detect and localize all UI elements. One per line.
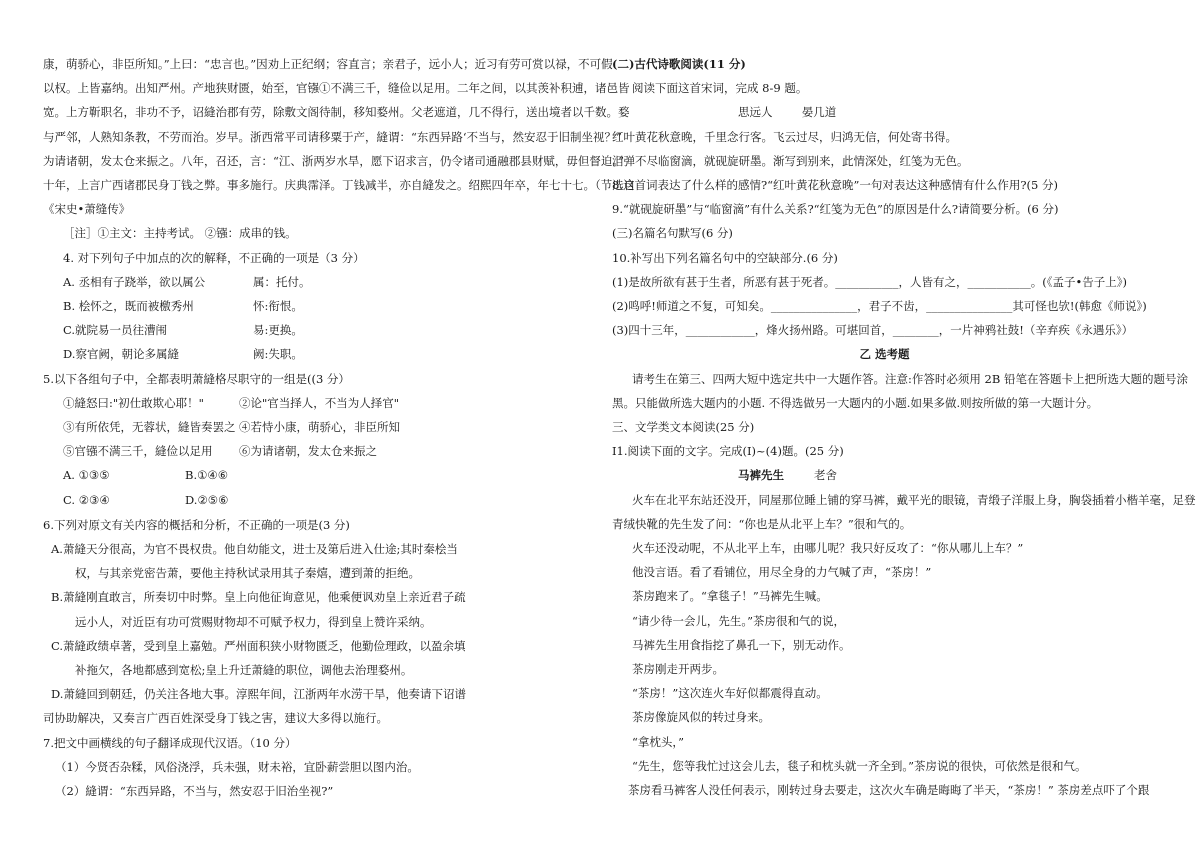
q4-option-text: A. 丞相有子跷举，欲以属公 — [63, 274, 206, 289]
story-line: 火车在北平东站还没开，同屋那位睡上铺的穿马裤，戴平光的眼镜，青缎子洋服上身，胸袋插着小楷羊毫，足登 — [632, 492, 1196, 507]
q6-stem: 6.下列对原文有关内容的概括和分析，不正确的一项是(3 分) — [43, 517, 350, 532]
q5-choice: B.①④⑥ — [185, 468, 229, 483]
passage-line: 宽。上方靳职名，非功不予，诏縫治郡有劳，除敷文阁待制，移知婺州。父老遮道，几不得行，送出境者以千数。婺 — [43, 105, 630, 120]
q10-item: (1)是故所欲有甚于生者，所恶有甚于死者。___________，人皆有之，___________。(《孟子•告子上》) — [612, 274, 1128, 289]
story-line: 青绒快靴的先生发了问：“你也是从北平上车？”很和气的。 — [612, 516, 912, 531]
story-line: 茶房刚走开两步。 — [632, 662, 724, 677]
yi-instruction-line: 请考生在第三、四两大短中选定共中一大题作答。注意:作答时必须用 2B 铅笔在答题卡上把所选大题的题号涂 — [632, 371, 1188, 386]
q5-option-row — [43, 415, 578, 439]
left-column — [43, 52, 636, 803]
section-poetry-heading: (二)古代诗歌阅读(11 分) — [612, 57, 746, 71]
q5-choice: D.②⑤⑥ — [185, 492, 229, 507]
q10-item: (2)鸣呼!师道之不复，可知矣。_______________，君子不齿，_______________其可怪也欤!(韩愈《师说》) — [612, 299, 1147, 314]
passage-line: 《宋史•萧缝传》 — [43, 202, 131, 217]
yi-instruction-line: 黑。只能做所选大题内的小题. 不得选做另一大题内的小题.如果多做.则按所做的第一大题计分。 — [612, 395, 1099, 410]
q8: 8.这首词表达了什么样的感情?“红叶黄花秋意晚”一句对表达这种感情有什么作用?(5 分) — [612, 178, 1059, 193]
passage-line: 康，萌骄心，非臣所知。”上曰：“忠言也。”因劝上正纪纲；容直言；亲君子，远小人；近习有劳可赏以禄，不可假 — [43, 57, 613, 71]
q10-stem: 10.补写出下列名篇名句中的空缺部分.(6 分) — [612, 250, 838, 265]
poem-line: 红叶黄花秋意晚，千里念行客。飞云过尽，归鸿无信，何处寄书得。 — [612, 129, 957, 144]
poem-heading — [612, 100, 1157, 124]
story-line: “茶房！”这次连火车好似都震得直动。 — [632, 686, 828, 701]
q6-option: C.萧縫政绩卓著，受到皇上嘉勉。严州面积狭小财物匮乏，他勤俭理政，以盈余填 — [51, 638, 466, 653]
q7-item: （1）今贤否杂糅，风俗浇浮，兵未强，财未裕，宜卧薪尝胆以图内治。 — [55, 759, 419, 774]
section-yi-heading: 乙 选考题 — [859, 347, 910, 362]
story-heading — [612, 463, 1157, 487]
passage-note: ［注］①主文：主持考试。 ②镪：成串的钱。 — [63, 226, 297, 241]
q4-option-gloss: 易:更换。 — [253, 323, 303, 338]
story-body — [612, 488, 1196, 803]
q11-stem: I1.阅读下面的文字。完成(I)~(4)题。(25 分) — [612, 444, 844, 459]
passage-line: 为请诸朝，发太仓来振之。八年，召还，言：“江、浙两岁水旱，愿下诏求言，仍令诸司通融郡县财赋，毋但督迫。” — [43, 153, 625, 168]
q6-option: D.萧縫回到朝廷，仍关注各地大事。淳熙年间，江浙两年水涝干旱，他奏请下诏谱 — [51, 687, 466, 702]
q4-option-text: D.察官阙，朝论多属縫 — [63, 347, 179, 362]
q5-choice: C. ②③④ — [63, 492, 110, 507]
q5-choice: ①縫怒曰:"初仕敢欺心耶！" — [63, 395, 204, 410]
poem-line: 泪弹不尽临窗滴，就砚旋研墨。渐写到别来，此情深处，红笺为无色。 — [612, 153, 969, 168]
q5-choice: A. ①③⑤ — [63, 468, 110, 483]
q4-option-text: B. 桧怀之，既而被檄秀州 — [63, 299, 194, 314]
q6-options — [43, 537, 578, 731]
q6-option: A.萧縫天分很高，为官不畏权贵。他自幼能文，进士及第后进入仕途;其时秦桧当 — [51, 542, 458, 557]
poetry-intro: 阅读下面这首宋词，完成 8-9 题。 — [632, 81, 808, 96]
poem-body — [612, 125, 1157, 173]
q4-option — [43, 294, 578, 318]
right-column — [612, 52, 1196, 802]
q5-options — [43, 391, 578, 512]
q4-option — [43, 318, 578, 342]
q5-option-row — [43, 439, 578, 463]
story-line: “拿枕头，” — [632, 734, 685, 749]
q10-item: (3)四十三年，____________，烽火扬州路。可堪回首，________，一片神鸦社鼓!（辛弃疾《永遇乐》） — [612, 323, 1134, 338]
poem-title: 思远人 — [738, 105, 773, 120]
q5-choice: ③有所依凭，无蓉状，縫皆奏罢之 — [63, 420, 236, 435]
story-line: “请少待一会儿，先生。”茶房很和气的说， — [632, 613, 846, 628]
q5-choice: ⑥为请诸朝，发太仓来振之 — [239, 444, 377, 459]
passage-line: 十年，上言广西诸郡民身丁钱之弊。事多施行。庆典霈泽。丁钱减半，亦自縫发之。绍熙四年卒，年七十七。（节选自 — [43, 178, 636, 193]
q4-options — [43, 270, 578, 367]
q6-option-continued: 司协助解决，又奏言广西百姓深受身丁钱之害，建议大多得以施行。 — [43, 711, 388, 726]
q5-option-row — [43, 488, 578, 512]
q5-stem: 5.以下各组句子中，全都表明萧縫格尽职守的一组是((3 分） — [43, 371, 350, 386]
passage-line: 与严邻，人熟知条教，不劳而治。岁早。浙西常平司请移粟于产，縫谓：“东西异路‘不当与，然安忍于旧制坐视？” — [43, 129, 622, 144]
story-line: 茶房像旋风似的转过身来。 — [632, 710, 770, 725]
story-line: 火车还没动呢，不从北平上车，由哪儿呢？我只好反攻了：“你从哪儿上车？” — [632, 541, 1024, 556]
q7-items — [43, 755, 578, 803]
q9: 9.“就砚旋研墨”与“临窗滴”有什么关系?“红笺为无色”的原因是什么?请简要分析。(6 分) — [612, 202, 1059, 217]
poem-author: 晏几道 — [801, 105, 837, 120]
q4-option — [43, 270, 578, 294]
q6-option-continued: 补拖欠，各地都感到宽松;皇上升迁萧縫的职位，调他去治理婺州。 — [75, 663, 413, 678]
q4-option-gloss: 阙:失职。 — [253, 347, 303, 362]
q4-option-gloss: 属：托付。 — [253, 274, 311, 289]
q7-stem: 7.把文中画横线的句子翻译成现代汉语。（10 分） — [43, 735, 297, 750]
yi-instructions — [612, 367, 1188, 415]
passage-line: 以权。上皆嘉纳。出知严州。产地狭财匮，始至，官镪①不满三千，缝俭以足用。二年之间，以其羡补积逋，诸邑皆 — [43, 81, 630, 96]
q5-choice: ④若恃小康，萌骄心，非臣所知 — [239, 420, 400, 435]
section-mingju-heading: (三)名篇名句默写(6 分) — [612, 226, 733, 241]
q6-option-continued: 远小人，对近臣有功可赏赐财物却不可赋予权力，得到皇上赞许采纳。 — [75, 614, 432, 629]
q6-option-continued: 权，与其亲党密告萧，要他主持秋试录用其子秦熺，遭到萧的拒绝。 — [75, 566, 420, 581]
q4-option — [43, 342, 578, 366]
story-line: 茶房看马裤客人没任何表示，刚转过身去要走，这次火车确是晦晦了半天，“茶房！” 茶房差点吓了个跟 — [628, 783, 1150, 798]
story-line: 他没言语。看了看铺位，用尽全身的力气喊了声，“茶房！” — [632, 565, 932, 580]
section-three-heading: 三、文学类文本阅读(25 分) — [612, 420, 755, 435]
q5-option-row — [43, 391, 578, 415]
q6-option: B.萧縫刚直敢言，所奏切中时弊。皇上向他征询意见，他乘便讽劝皇上亲近君子疏 — [51, 590, 466, 605]
story-line: “先生，您等我忙过这会儿去，毯子和枕头就一齐全到。”茶房说的很快，可依然是很和气。 — [632, 758, 1087, 773]
q4-stem: 4. 对下列句子中加点的次的解释，不正确的一项是（3 分） — [63, 250, 365, 265]
q7-item: （2）縫谓：“东西异路，不当与，然安忍于旧治坐视?” — [55, 784, 334, 799]
story-line: 马裤先生用食指挖了鼻孔一下，别无动作。 — [632, 637, 851, 652]
q4-option-text: C.就院易一员往漕闱 — [63, 323, 168, 338]
q5-choice: ⑤官镪不满三千，縫俭以足用 — [63, 444, 213, 459]
q4-option-gloss: 怀:衔恨。 — [253, 299, 303, 314]
story-author: 老舍 — [814, 468, 838, 483]
story-title: 马裤先生 — [738, 468, 784, 483]
q10-items — [612, 270, 1157, 343]
story-line: 茶房跑来了。“拿毯子！”马裤先生喊。 — [632, 589, 828, 604]
q5-option-row — [43, 463, 578, 487]
q5-choice: ②论"官当择人，不当为人择官" — [239, 395, 400, 410]
classical-passage — [43, 52, 636, 221]
